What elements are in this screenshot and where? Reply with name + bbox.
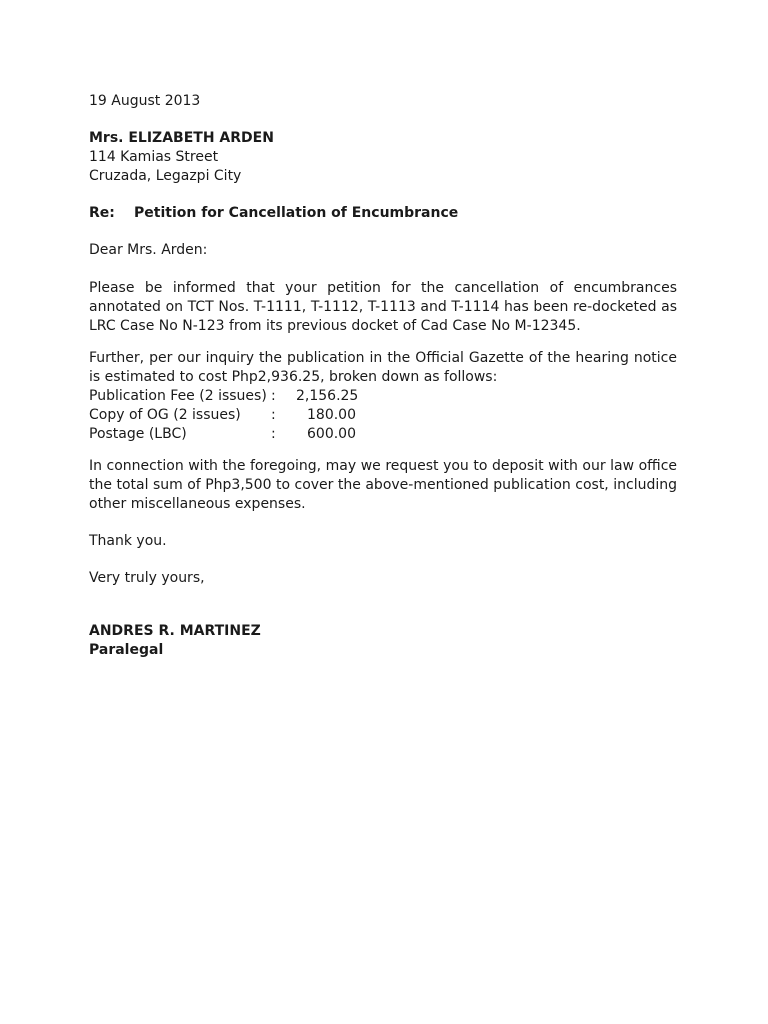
fee-amount: 600.00 (307, 426, 356, 442)
body-paragraph-publication-cost: Further, per our inquiry the publication in the Official Gazette of the hearing notice is estimated to cost Php2,936.25, broken down as follows: (89, 350, 677, 385)
signatory-name: ANDRES R. MARTINEZ (89, 623, 261, 639)
fee-amount: 2,156.25 (296, 388, 359, 404)
recipient-address-block (89, 129, 677, 186)
signatory-title: Paralegal (89, 642, 164, 658)
fee-separator: : (271, 426, 276, 442)
fee-amount: 180.00 (307, 407, 356, 423)
fee-label: Postage (LBC) (89, 426, 187, 442)
subject-label: Re: (89, 205, 115, 221)
letter-page (89, 92, 677, 660)
recipient-name: Mrs. ELIZABETH ARDEN (89, 130, 274, 146)
complimentary-close: Very truly yours, (89, 570, 205, 586)
body-paragraph-docket: Please be informed that your petition for the cancellation of encumbrances annotated on TCT Nos. T-1111, T-1112, T-1113 and T-1114 has been re-docketed as LRC Case No N-123 from its previous docket of Cad Case No M-12345. (89, 280, 677, 334)
fee-label: Publication Fee (2 issues) (89, 388, 267, 404)
body-paragraph-deposit-request: In connection with the foregoing, may we request you to deposit with our law office the total sum of Php3,500 to cover the above-mentioned publication cost, including other miscellaneous expenses. (89, 458, 677, 512)
fee-label: Copy of OG (2 issues) (89, 407, 241, 423)
fee-separator: : (271, 388, 276, 404)
fee-row (89, 406, 677, 425)
signature-block (89, 622, 677, 660)
fee-breakdown (89, 387, 677, 444)
letter-date: 19 August 2013 (89, 93, 201, 109)
recipient-street: 114 Kamias Street (89, 149, 219, 165)
fee-row (89, 425, 677, 444)
subject-text: Petition for Cancellation of Encumbrance (134, 205, 459, 221)
fee-separator: : (271, 407, 276, 423)
recipient-city: Cruzada, Legazpi City (89, 168, 242, 184)
fee-row (89, 387, 677, 406)
thanks-line: Thank you. (89, 533, 167, 549)
salutation: Dear Mrs. Arden: (89, 242, 208, 258)
subject-line (89, 204, 677, 223)
